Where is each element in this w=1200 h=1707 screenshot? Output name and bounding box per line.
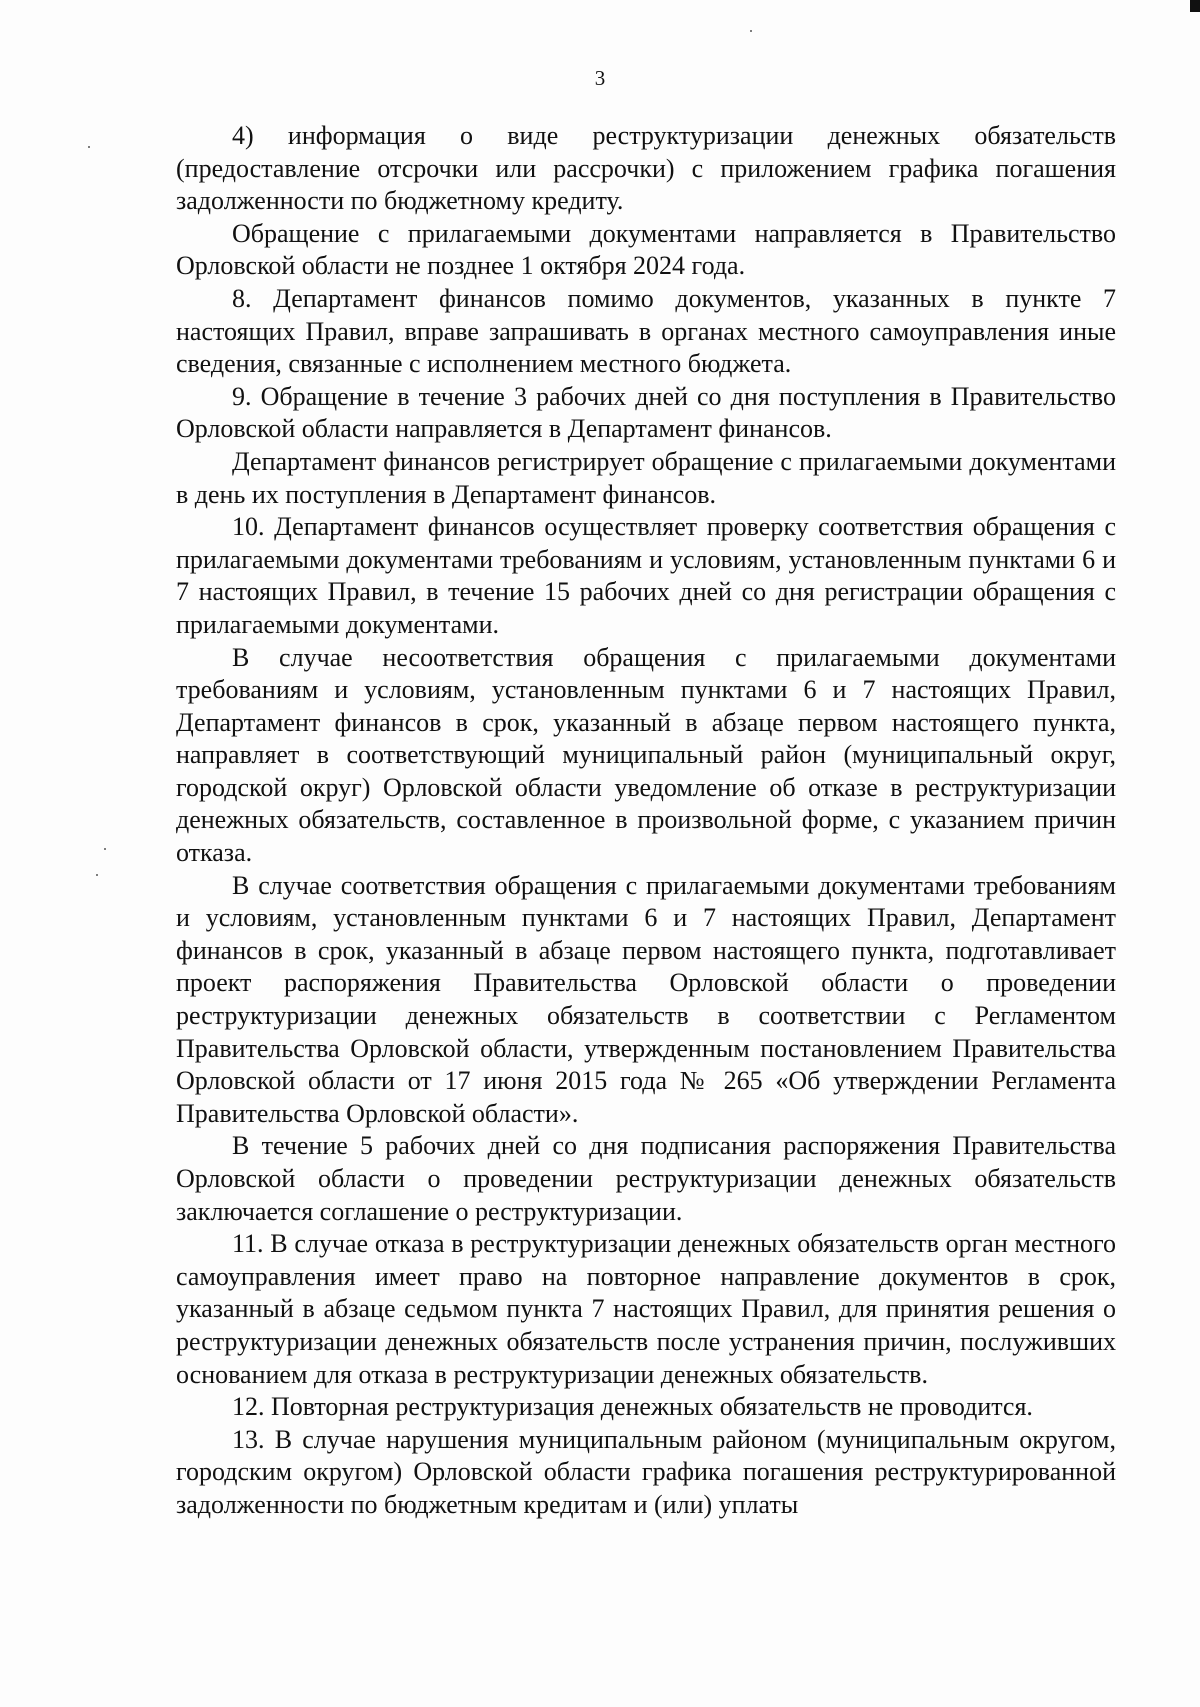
paragraph: 8. Департамент финансов помимо документов, указанных в пункте 7 настоящих Правил, вправе запрашивать в органах местного самоуправления иные сведения, связанные с исполнением местного бюджета. bbox=[176, 283, 1116, 379]
paragraph: В случае соответствия обращения с прилагаемыми документами требованиям и условиям, установленным пунктами 6 и 7 настоящих Правил, Департамент финансов в срок, указанный в абзаце первом настоящего пункта, подготавливает проект распоряжения Правительства Орловской области о проведении реструктуризации денежных обязательств в соответствии с Регламентом Правительства Орловской области, утвержденным постановлением Правительства Орловской области от 17 июня 2015 года № 265 «Об утверждении Регламента Правительства Орловской области». bbox=[176, 870, 1116, 1128]
paragraph: В течение 5 рабочих дней со дня подписания распоряжения Правительства Орловской области о проведении реструктуризации денежных обязательств заключается соглашение о реструктуризации. bbox=[176, 1131, 1116, 1226]
paragraph: 13. В случае нарушения муниципальным районом (муниципальным округом, городским округом) Орловской области графика погашения реструктурированной задолженности по бюджетным кредитам и (или) уплаты bbox=[176, 1424, 1116, 1519]
paragraph: 10. Департамент финансов осуществляет проверку соответствия обращения с прилагаемыми документами требованиям и условиям, установленным пунктами 6 и 7 настоящих Правил, в течение 15 рабочих дней со дня регистрации обращения с прилагаемыми документами. bbox=[176, 512, 1116, 639]
paragraph: Обращение с прилагаемыми документами направляется в Правительство Орловской области не позднее 1 октября 2024 года. bbox=[176, 218, 1116, 281]
scan-speck bbox=[96, 874, 98, 876]
scan-speck bbox=[750, 30, 752, 32]
page-number: 3 bbox=[594, 66, 606, 90]
paragraph: 12. Повторная реструктуризация денежных обязательств не проводится. bbox=[232, 1392, 1033, 1422]
scan-speck bbox=[88, 146, 90, 148]
document-body bbox=[176, 120, 1116, 1522]
paragraph: 4) информация о виде реструктуризации денежных обязательств (предоставление отсрочки или рассрочки) с приложением графика погашения задолженности по бюджетному кредиту. bbox=[176, 121, 1116, 216]
scan-speck bbox=[104, 848, 106, 850]
paragraph: 9. Обращение в течение 3 рабочих дней со дня поступления в Правительство Орловской области направляется в Департамент финансов. bbox=[176, 381, 1116, 444]
paragraph: Департамент финансов регистрирует обращение с прилагаемыми документами в день их поступления в Департамент финансов. bbox=[176, 446, 1116, 509]
paragraph: 11. В случае отказа в реструктуризации денежных обязательств орган местного самоуправления имеет право на повторное направление документов в срок, указанный в абзаце седьмом пункта 7 настоящих Правил, для принятия решения о реструктуризации денежных обязательств после устранения причин, послуживших основанием для отказа в реструктуризации денежных обязательств. bbox=[176, 1229, 1116, 1389]
paragraph: В случае несоответствия обращения с прилагаемыми документами требованиям и условиям, установленным пунктами 6 и 7 настоящих Правил, Департамент финансов в срок, указанный в абзаце первом настоящего пункта, направляет в соответствующий муниципальный район (муниципальный округ, городской округ) Орловской области уведомление об отказе в реструктуризации денежных обязательств, составленное в произвольной форме, с указанием причин отказа. bbox=[176, 642, 1116, 868]
scan-corner-mark bbox=[1190, 0, 1200, 12]
